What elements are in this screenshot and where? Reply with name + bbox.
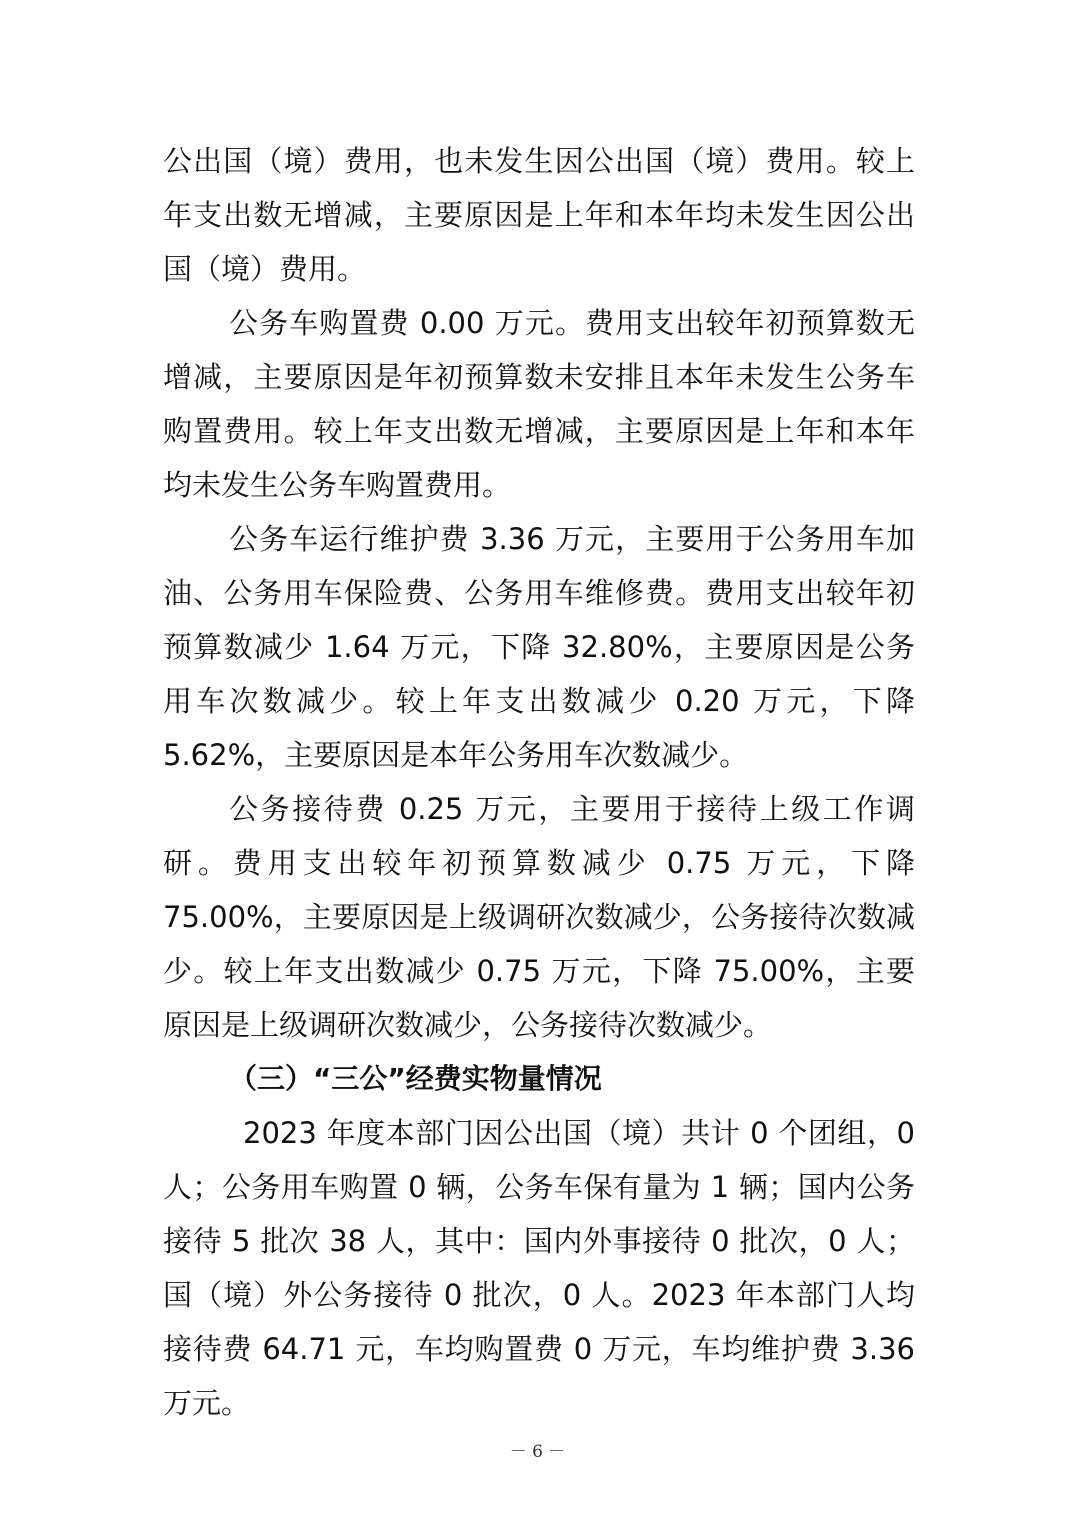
paragraph-vehicle-maintenance: 公务车运行维护费 3.36 万元，主要用于公务用车加油、公务用车保险费、公务用车维修费。费用支出较年初预算数减少 1.64 万元，下降 32.80%，主要原因是公务用车次数减少。较上年支出数减少 0.20 万元，下降 5.62%，主要原因是本年公务用车次数减少。 bbox=[163, 522, 915, 772]
paragraph-official-reception: 公务接待费 0.25 万元，主要用于接待上级工作调研。费用支出较年初预算数减少 0.75 万元，下降 75.00%，主要原因是上级调研次数减少，公务接待次数减少。较上年支出数减少 0.75 万元，下降 75.00%，主要原因是上级调研次数减少，公务接待次数减少。 bbox=[163, 792, 915, 1042]
paragraph-physical-quantity: 2023 年度本部门因公出国（境）共计 0 个团组，0 人；公务用车购置 0 辆，公务车保有量为 1 辆；国内公务接待 5 批次 38 人，其中：国内外事接待 0 批次，0 人；国（境）外公务接待 0 批次，0 人。2023 年本部门人均接待费 64.71 元，车均购置费 0 万元，车均维护费 3.36 万元。 bbox=[163, 1116, 915, 1420]
document-body bbox=[163, 134, 915, 1430]
page-number: － 6 － bbox=[509, 1442, 566, 1462]
paragraph-vehicle-purchase: 公务车购置费 0.00 万元。费用支出较年初预算数无增减，主要原因是年初预算数未安排且本年未发生公务车购置费用。较上年支出数无增减，主要原因是上年和本年均未发生公务车购置费用。 bbox=[163, 306, 915, 502]
section-heading-physical-quantity: （三）“三公”经费实物量情况 bbox=[229, 1062, 602, 1095]
paragraph-overseas-travel-continued: 公出国（境）费用，也未发生因公出国（境）费用。较上年支出数无增减，主要原因是上年和本年均未发生因公出国（境）费用。 bbox=[163, 144, 915, 286]
